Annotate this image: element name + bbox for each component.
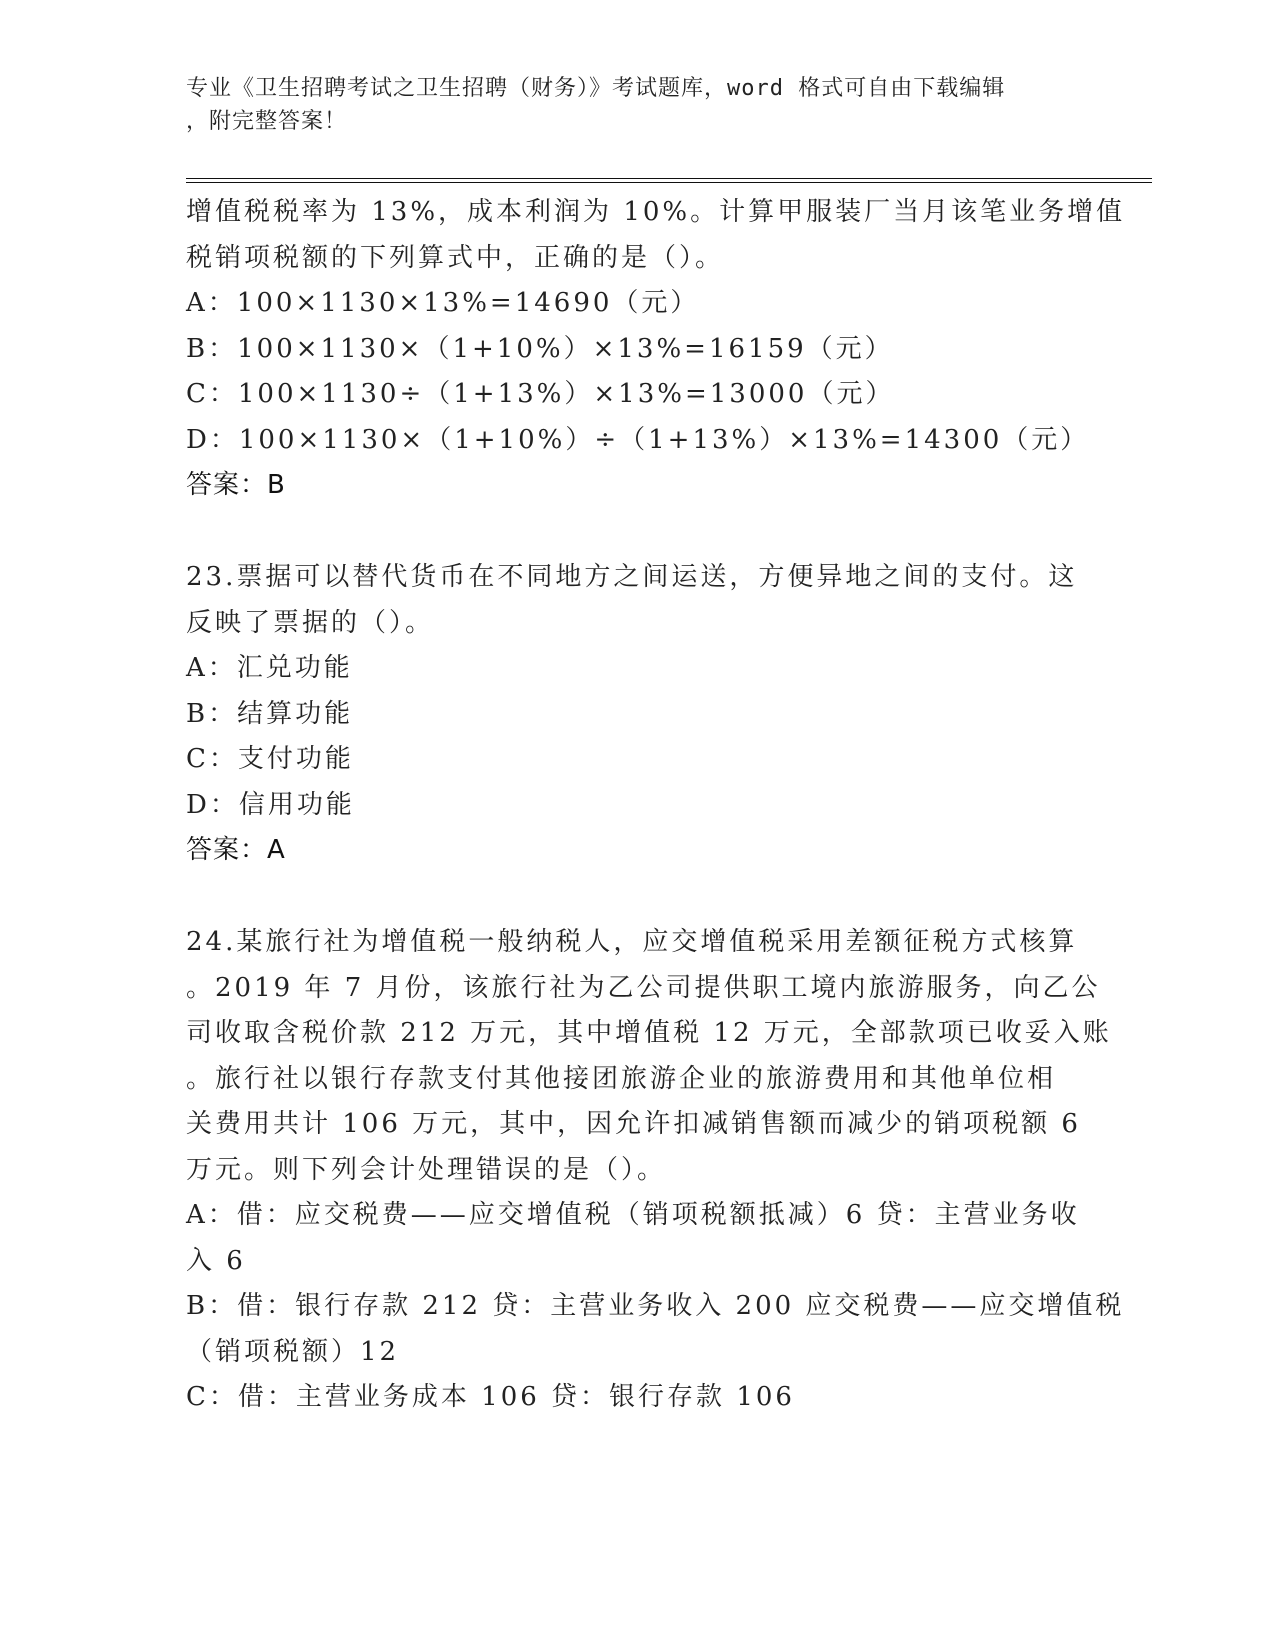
question-stem-line: 关费用共计 106 万元，其中，因允许扣减销售额而减少的销项税额 6 bbox=[186, 1109, 1081, 1139]
question-24 bbox=[186, 920, 1125, 1421]
question-22 bbox=[186, 190, 1126, 508]
option-a: A：借：应交税费——应交增值税（销项税额抵减）6 贷：主营业务收 bbox=[186, 1200, 1080, 1230]
answer-text: 答案：A bbox=[186, 835, 286, 865]
question-stem-line: 。2019 年 7 月份，该旅行社为乙公司提供职工境内旅游服务，向乙公 bbox=[186, 972, 1101, 1003]
option-b-continued: （销项税额）12 bbox=[186, 1336, 400, 1367]
question-stem-line: 。旅行社以银行存款支付其他接团旅游企业的旅游费用和其他单位相 bbox=[186, 1063, 1057, 1094]
document-body bbox=[186, 190, 1126, 1421]
option-a: A：汇兑功能 bbox=[186, 653, 353, 683]
spacer bbox=[186, 873, 1066, 920]
question-stem-line: 万元。则下列会计处理错误的是（）。 bbox=[186, 1154, 667, 1185]
answer-text: 答案：B bbox=[186, 470, 286, 500]
option-c: C：借：主营业务成本 106 贷：银行存款 106 bbox=[186, 1382, 795, 1412]
question-stem-line: 司收取含税价款 212 万元，其中增值税 12 万元，全部款项已收妥入账 bbox=[186, 1018, 1112, 1048]
header-line-2: ，附完整答案！ bbox=[186, 109, 348, 134]
question-stem-line: 24.某旅行社为增值税一般纳税人，应交增值税采用差额征税方式核算 bbox=[186, 927, 1078, 957]
option-c: C：支付功能 bbox=[186, 744, 354, 774]
document-header bbox=[186, 72, 1066, 138]
option-b: B：借：银行存款 212 贷：主营业务收入 200 应交税费——应交增值税 bbox=[186, 1291, 1125, 1321]
option-a: A：100×1130×13%=14690（元） bbox=[186, 288, 700, 318]
header-line-1: 专业《卫生招聘考试之卫生招聘（财务）》考试题库，word 格式可自由下载编辑 bbox=[186, 76, 1006, 101]
option-a-continued: 入 6 bbox=[186, 1245, 246, 1276]
spacer bbox=[186, 508, 1066, 555]
question-23 bbox=[186, 555, 1078, 873]
option-c: C：100×1130÷（1+13%）×13%=13000（元） bbox=[186, 379, 895, 409]
header-divider bbox=[186, 178, 1152, 183]
option-b: B：结算功能 bbox=[186, 698, 354, 729]
question-stem-line: 增值税税率为 13%，成本利润为 10%。计算甲服装厂当月该笔业务增值 bbox=[186, 197, 1126, 227]
question-stem-line: 税销项税额的下列算式中，正确的是（）。 bbox=[186, 242, 725, 273]
question-stem-line: 反映了票据的（）。 bbox=[186, 607, 435, 638]
option-d: D：100×1130×（1+10%）÷（1+13%）×13%=14300（元） bbox=[186, 424, 1090, 455]
option-b: B：100×1130×（1+10%）×13%=16159（元） bbox=[186, 333, 894, 364]
option-d: D：信用功能 bbox=[186, 789, 355, 820]
question-stem-line: 23.票据可以替代货币在不同地方之间运送，方便异地之间的支付。这 bbox=[186, 562, 1078, 592]
